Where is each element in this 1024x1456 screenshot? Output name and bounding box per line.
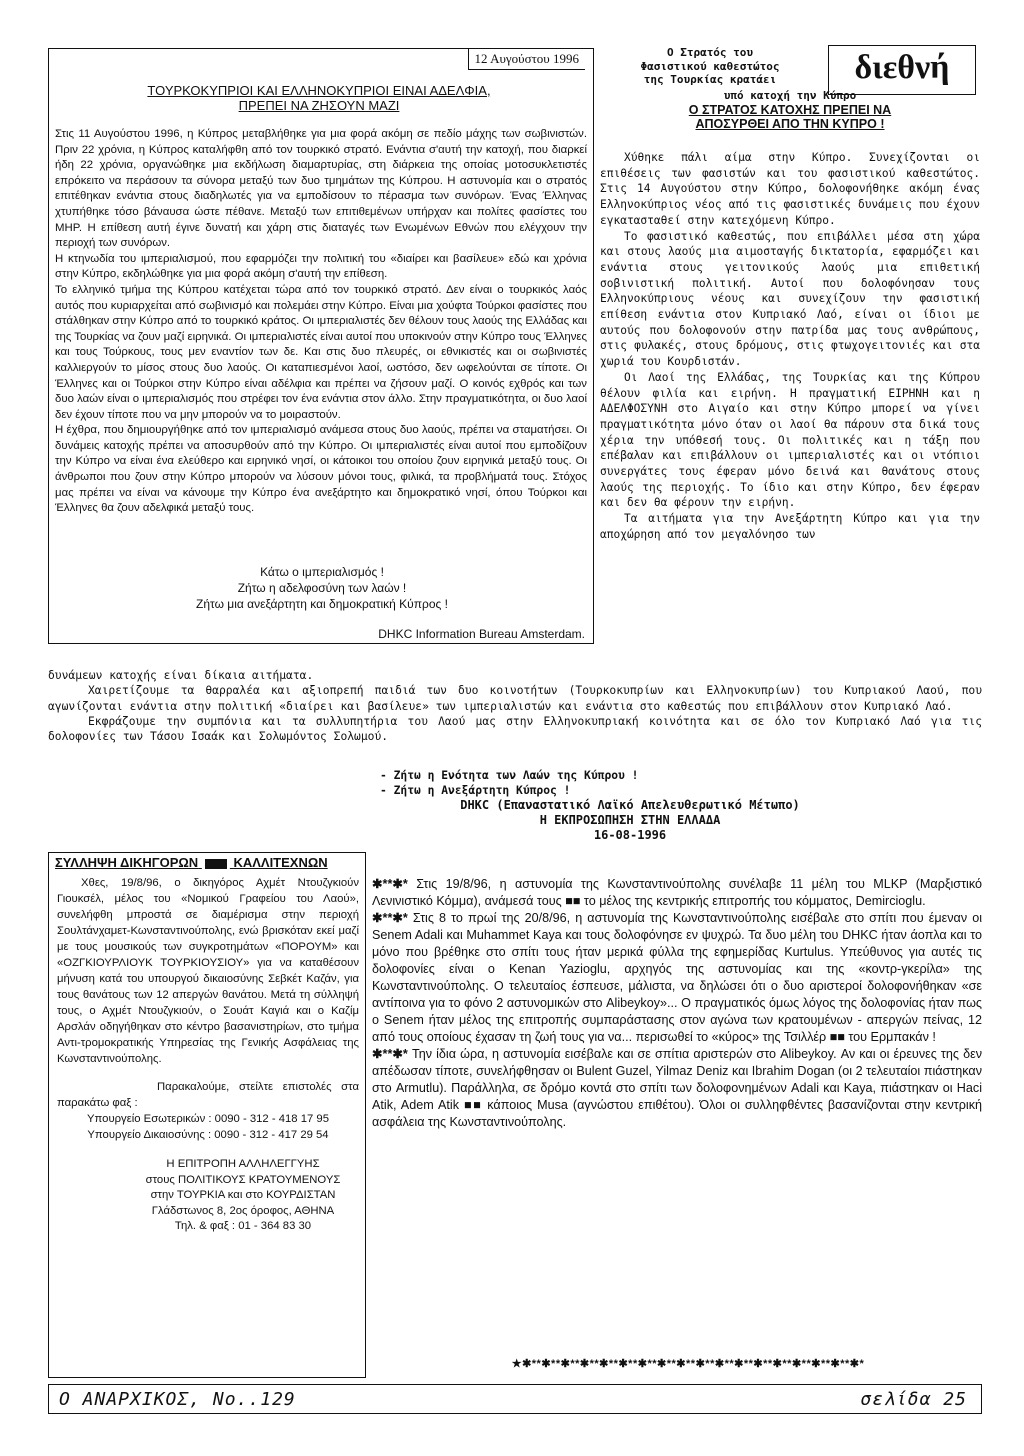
article-paragraph: Η έχθρα, που δημιουργήθηκε από τον ιμπεριαλισμό ανάμεσα στους δυο λαούς, πρέπει να σταματήσει. Οι δυνάμεις κατοχής πρέπει να αποσυρθούν από την Κύπρο. Οι ιμπεριαλιστές είναι αυτοί που εμποδίζουν την Κύπρο να είναι ένα ελεύθερο και ειρηνικό νησί, οι κάτοικοι του οποίου ζουν ειρηνικά μεταξύ τους. Οι άνθρωποι που ζουν στην Κύπρο μπορούν να λύσουν μόνοι τους, φιλικά, τα προβλήματά τους. Στόχος μας πρέπει να είναι να κάνουμε την Κύπρο ένα ανεξάρτητο και δημοκρατικό νησί, όπου Τούρκοι και Έλληνες θα ζουν αδελφικά μεταξύ τους. [55, 424, 587, 515]
army-heading-bold [600, 103, 980, 131]
army-continuation-paragraph: Χαιρετίζουμε τα θαρραλέα και αξιοπρεπή παιδιά των δυο κοινοτήτων (Τουρκοκυπρίων και Ελληνοκυπρίων) του Κυπριακού Λαού, που αγωνίζονται ενάντια στην πολιτική «διαίρει και βασίλευε» των ιμπεριαλιστών και ενάντια στο καθεστώς που επιβάλλουν στον Κυπριακό Λαό. [48, 684, 982, 713]
lawyers-committee [57, 1157, 359, 1235]
police-item-text: Την ίδια ώρα, η αστυνομία εισέβαλε και σε σπίτια αριστερών στο Alibeykoy. Αν και οι έρευνες της δεν απέδωσαν τίποτε, συνελήφθησαν οι Bulent Guzel, Yilmaz Deniz και Ibrahim Dogan (οι 2 τελευταίοι πιάστηκαν στο Armutlu). Παράλληλα, σε δρόμο κοντά στο σπίτι των δολοφονημένων Adali και Kaya, πιάστηκαν οι Haci Atik, Adem Atik ■■ κάποιος Musa (αγνώστου επιθέτου). Όλοι οι συλληφθέντες βασανίζονται στην κεντρική ασφάλεια της Κωνσταντινούπολης. [372, 1047, 982, 1129]
army-paragraph: Τα αιτήματα για την Ανεξάρτητη Κύπρο και για την αποχώρηση από τον μεγαλόνησο των [600, 512, 980, 541]
lawyers-header-left: ΣΥΛΛΗΨΗ ΔΙΚΗΓΟΡΩΝ [55, 855, 199, 870]
slogan: Ζήτω μια ανεξάρτητη και δημοκρατική Κύπρος ! [196, 597, 448, 611]
footer-page: σελίδα 25 [860, 1389, 967, 1410]
section-label: διεθνή [854, 49, 950, 86]
article-body [55, 127, 587, 517]
lawyers-paragraph: Χθες, 19/8/96, ο δικηγόρος Αχμέτ Ντουζγκιούν Γιουκσέλ, μέλος του «Νομικού Γραφείου του Λαού», συνελήφθη μπροστά σε διαμέρισμα στην περιοχή Σουλτάνχαμετ-Κωνσταντινούπολης, ενώ βρισκόταν εκεί μαζί με τους μουσικούς των συγκροτημάτων «ΠΟΡΟΥΜ» και «ΟΖΓΚΙΟΥΡΛΙΟΥΚ ΤΟΥΡΚΙΟΥΣΙΟΥ» για να καταθέσουν μήνυση κατά του υπουργού δικαιοσύνης Σεβκέτ Καζάν, για τους θανάτους των 12 απεργών θανάτου. Μετά τη σύλληψή τους, ο Αχμέτ Ντουζγκιούν, ο Σουάτ Καγιά και ο Καζίμ Αρσλάν οδηγήθηκαν στο κέντρο βασανιστηρίων, στο τμήμα Αντι-τρομοκρατικής Υπηρεσίας της Γενικής Ασφάλειας της Κωνσταντινούπολης. [57, 877, 359, 1065]
lawyers-header-right: ΚΑΛΛΙΤΕΧΝΩΝ [233, 855, 328, 870]
army-heading-bold-line: Ο ΣΤΡΑΤΟΣ ΚΑΤΟΧΗΣ ΠΡΕΠΕΙ ΝΑ [688, 103, 892, 117]
footer-bar [48, 1384, 982, 1414]
stars-divider: ★✱**✱**✱**✱**✱**✱**✱**✱**✱**✱**✱**✱**✱**✱**✱**✱**✱**✱* [511, 1358, 865, 1370]
article-slogans [49, 564, 595, 612]
army-signature-line: DHKC (Επαναστατικό Λαϊκό Απελευθερωτικό Μέτωπο) [460, 798, 800, 812]
article-title-line-2: ΠΡΕΠΕΙ ΝΑ ΖΗΣΟΥΝ ΜΑΖΙ [238, 98, 400, 113]
committee-line: Η ΕΠΙΤΡΟΠΗ ΑΛΛΗΛΕΓΓΥΗΣ [166, 1158, 320, 1170]
army-paragraph: Οι Λαοί της Ελλάδας, της Τουρκίας και της Κύπρου θέλουν φιλία και ειρήνη. Η πραγματική ΕΙΡΗΝΗ και η ΑΔΕΛΦΟΣΥΝΗ στο Αιγαίο και στην Κύπρο μπορεί να γίνει πραγματικότητα μόνο όταν οι λαοί θα πάρουν στα δικά τους χέρια την υπόθεσή τους. Οι πολιτικές και η τάξη που επέβαλαν και επιβάλλουν οι ιμπεριαλιστές και οι ντόπιοι συνεργάτες τους έφεραν μόνο δεινά και θανάτους στους λαούς της περιοχής. Το ίδιο και στην Κύπρο, δεν έφεραν και δεν θα φέρουν την ειρήνη. [600, 370, 980, 510]
army-heading-line: της Τουρκίας κρατάει [643, 73, 777, 86]
article-paragraph: Στις 11 Αυγούστου 1996, η Κύπρος μεταβλήθηκε για μια φορά ακόμη σε πεδίο μάχης των σωβινιστών. Πριν 22 χρόνια, η Κύπρος καταλήφθη από τον τουρκικό στρατό. Ενάντια σ'αυτή την κατοχή, που διαρκεί ήδη 22 χρόνια, οργανώθηκε μια εκδήλωση διαμαρτυρίας, στη διάρκεια της οποίας μοτοσυκλετιστές επρόκειτο να περάσουν τα σύνορα μεταξύ των δυο τμημάτων της Κύπρου. Η αστυνομία και ο στρατός επιτέθηκαν ενάντια στους διαδηλωτές για να εμποδίσουν το πέρασμα των συνόρων. Ένας Έλληνας χτυπήθηκε τόσο βάναυσα ώστε πέθανε. Μεταξύ των επιτιθεμένων υπήρχαν και πολίτες φασίστες του ΜΗΡ. Η επίθεση αυτή έγινε δυνατή και χάρη στις διαταγές των Ενωμένων Εθνών που ελέγχουν την περιοχή των συνόρων. [55, 128, 587, 250]
army-signature-date: 16-08-1996 [593, 828, 667, 842]
army-body [600, 150, 980, 543]
fax-line: Υπουργείο Δικαιοσύνης : 0090 - 312 - 417 29 54 [87, 1129, 329, 1141]
police-item-prefix: ✱**✱* [372, 877, 417, 891]
army-heading-line: Ο Στρατός του [666, 46, 754, 59]
lawyers-box [48, 852, 366, 1378]
committee-line: στους ΠΟΛΙΤΙΚΟΥΣ ΚΡΑΤΟΥΜΕΝΟΥΣ [145, 1173, 341, 1186]
army-signature [380, 798, 880, 843]
lawyers-header [55, 855, 361, 871]
committee-line: στην ΤΟΥΡΚΙΑ και στο ΚΟΥΡΔΙΣΤΑΝ [150, 1189, 336, 1201]
army-closing-line: - Ζήτω η Ανεξάρτητη Κύπρος ! [380, 784, 571, 797]
police-item [372, 1046, 982, 1131]
article-signature: DHKC Information Bureau Amsterdam. [378, 627, 585, 641]
slogan: Κάτω ο ιμπεριαλισμός ! [260, 565, 384, 579]
police-item-text: Στις 8 το πρωί της 20/8/96, η αστυνομία της Κωνσταντινούπολης εισέβαλε στο σπίτι που έμεναν οι Senem Adali και Muhammet Kaya και τους δολοφόνησε εν ψυχρώ. Τα δυο μέλη του DHKC ήταν άοπλα και το μόνο που βρέθηκε στο σπίτι τους ήταν μερικά φύλλα της εφημερίδας Kurtulus. Υπεύθυνος για αυτές τις δολοφονίες είναι ο Kenan Yazioglu, αρχηγός της αστυνομίας και της «κοντρ-γκερίλα» της Κωνσταντινούπολης. Ο τελευταίος έσπευσε, μάλιστα, να δηλώσει ότι ο δυο αριστεροί δολοφονήθηκαν «σε αντίποινα για το φόνο 2 αστυνομικών στο Alibeykoy»... Ο πραγματικός όμως λόγος της δολοφονίας ήταν πως ο Senem ήταν μέλος της επιτροπής συμπαράστασης στον αγώνα των κρατουμένων - απεργών πείνας, 12 από τους οποίους έχασαν τη ζωή τους για να... περισωθεί το «κύρος» της Τσιλλέρ ■■ του Ερμπακάν ! [372, 911, 983, 1044]
fax-line: Υπουργείο Εσωτερικών : 0090 - 312 - 418 17 95 [87, 1113, 329, 1125]
army-heading-sub: υπό κατοχή την Κύπρο [723, 89, 857, 102]
army-heading-bold-line: ΑΠΟΣΥΡΘΕΙ ΑΠΟ ΤΗΝ ΚΥΠΡΟ ! [695, 117, 885, 131]
article-title-line-1: ΤΟΥΡΚΟΚΥΠΡΙΟΙ ΚΑΙ ΕΛΛΗΝΟΚΥΠΡΙΟΙ ΕΙΝΑΙ ΑΔΕΛΦΙΑ, [147, 83, 491, 98]
army-heading [600, 46, 820, 87]
army-continuation-paragraph: δυνάμεων κατοχής είναι δίκαια αιτήματα. [48, 669, 314, 682]
article-cyprus-box [48, 48, 594, 644]
police-item [372, 876, 982, 910]
police-item-prefix: ✱**✱* [372, 911, 413, 925]
lawyers-request: Παρακαλούμε, στείλτε επιστολές στα παρακάτω φαξ : [57, 1081, 359, 1109]
lawyers-fax [57, 1111, 359, 1143]
committee-line: Γλάδστωνος 8, 2ος όροφος, ΑΘΗΝΑ [151, 1204, 335, 1217]
lawyers-body [57, 875, 359, 1235]
army-heading-line: Φασιστικού καθεστώτος [640, 59, 780, 73]
army-continuation-paragraph: Εκφράζουμε την συμπόνια και τα συλλυπητήρια του Λαού μας στην Ελληνοκυπριακή κοινότητα και σε όλο τον Κυπριακό Λαό για τις δολοφονίες των Τάσου Ισαάκ και Σολωμόντος Σολωμού. [48, 714, 982, 744]
army-continuation [48, 668, 982, 744]
police-item [372, 910, 982, 1046]
army-closing-line: - Ζήτω η Ενότητα των Λαών της Κύπρου ! [380, 769, 639, 782]
army-signature-line: Η ΕΚΠΡΟΣΩΠΗΣΗ ΣΤΗΝ ΕΛΛΑΔΑ [539, 813, 721, 827]
police-body [372, 876, 982, 1131]
police-item-prefix: ✱**✱* [372, 1047, 412, 1061]
article-title [69, 83, 569, 113]
lawyers-header-mark [205, 859, 227, 869]
article-paragraph: Η κτηνωδία του ιμπεριαλισμού, που εφαρμόζει την πολιτική του «διαίρει και βασίλευε» εδώ και χρόνια στην Κύπρο, εκδηλώθηκε για μια φορά ακόμη σ'αυτή την επίθεση. [55, 252, 587, 281]
article-date: 12 Αυγούστου 1996 [468, 49, 585, 70]
army-closing [380, 768, 980, 798]
section-label-box [828, 45, 976, 95]
article-paragraph: Το ελληνικό τμήμα της Κύπρου κατέχεται τώρα από τον τουρκικό στρατό. Δεν είναι ο τουρκικός λαός αυτός που κυριαρχείται από σωβινισμό και πολεμάει στην Κύπρο. Είναι μια χούφτα Τούρκοι φασίστες που στάλθηκαν στην Κύπρο από το τουρκικό κράτος. Οι ιμπεριαλιστές δεν θέλουν τους λαούς της Ελλάδας και της Τουρκίας να ζουν μαζί ειρηνικά. Οι ιμπεριαλιστές είναι αυτοί που υποκινούν στην Κύπρο τους Έλληνες και τους Τούρκους, τους μεν εναντίον των δε. Και στις δυο πλευρές, οι εθνικιστές και οι σωβινιστές καλλιεργούν το μίσος στους δυο λαούς. Οι καταπιεσμένοι λαοί, ωστόσο, δεν ωφελούνται σε τίποτε. Οι Έλληνες και οι Τούρκοι στην Κύπρο είναι αδέλφια και πρέπει να ζήσουν μαζί. Ο κοινός εχθρός και των δυο λαών είναι ο ιμπεριαλισμός που στρέφει τον ένα ενάντια στον άλλο. Στην πραγματικότητα, οι δυο λαοί δεν έχουν τίποτε που να μην μπορούν να το μοιραστούν. [55, 283, 587, 421]
slogan: Ζήτω η αδελφοσύνη των λαών ! [237, 581, 407, 595]
army-paragraph: Χύθηκε πάλι αίμα στην Κύπρο. Συνεχίζονται οι επιθέσεις των φασιστών και του φασιστικού καθεστώτος. Στις 14 Αυγούστου στην Κύπρο, δολοφονήθηκε ακόμη ένας Ελληνοκύπριος νέος από τις φασιστικές δυνάμεις που έχουν εγκατασταθεί στην κατεχόμενη Κύπρο. [600, 151, 980, 227]
army-paragraph: Το φασιστικό καθεστώς, που επιβάλλει μέσα στη χώρα και στους λαούς μια αιμοσταγής δικτατορία, εφαρμόζει και ενάντια στους γειτονικούς λαούς μια επιθετική σοβινιστική πολιτική. Αυτοί που δολοφόνησαν τους Ελληνοκύπριους νέους και συνεχίζουν την φασιστική επίθεση ενάντια στον Κυπριακό Λαό, είναι οι ίδιοι με αυτούς που δολοφονούν στην πατρίδα μας τους ανθρώπους, στις φυλακές, στους δρόμους, στις φτωχογειτονιές και στα χωριά του Κουρδιστάν. [600, 229, 980, 369]
footer-publication: Ο ΑΝΑΡΧΙΚΟΣ, Νο..129 [59, 1389, 296, 1410]
police-item-text: Στις 19/8/96, η αστυνομία της Κωνσταντινούπολης συνέλαβε 11 μέλη του MLKP (Μαρξιστικό Λενινιστικό Κόμμα), ανάμεσά τους ■■ το μέλος της κεντρικής επιτροπής του κόμματος, Demircioglu. [372, 877, 982, 908]
committee-line: Τηλ. & φαξ : 01 - 364 83 30 [174, 1220, 312, 1232]
